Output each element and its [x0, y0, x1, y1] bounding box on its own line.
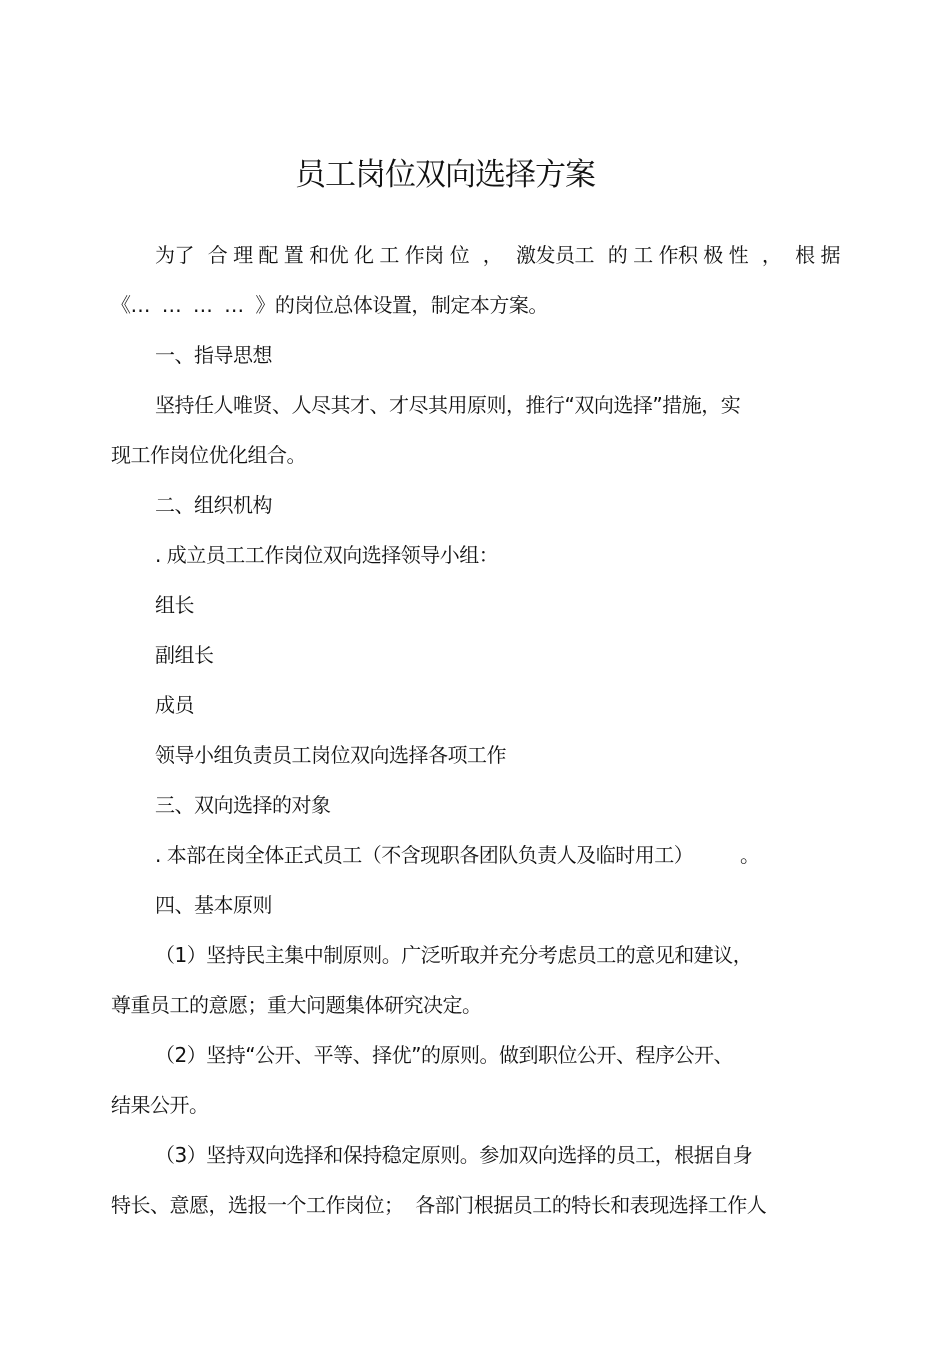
- intro-line-1: [155, 241, 840, 269]
- section-heading-target: 三、双向选择的对象: [155, 793, 331, 817]
- list-item: . 成立员工工作岗位双向选择领导小组：: [155, 543, 499, 567]
- intro-part: 的 工 作积 极 性: [607, 243, 749, 267]
- intro-part: 为了: [155, 243, 194, 267]
- role-vice-leader: 副组长: [155, 643, 214, 667]
- section-heading-organization: 二、组织机构: [155, 493, 272, 517]
- paragraph-line: （1）坚持民主集中制原则。广泛听取并充分考虑员工的意见和建议，: [155, 943, 753, 967]
- paragraph-line: 现工作岗位优化组合。: [111, 443, 306, 467]
- section-heading-principles: 四、基本原则: [155, 893, 272, 917]
- section-heading-guiding-thought: 一、指导思想: [155, 343, 272, 367]
- paragraph-line: 特长、意愿，选报一个工作岗位； 各部门根据员工的特长和表现选择工作人: [111, 1193, 767, 1217]
- intro-part: 合 理 配 置 和优 化 工 作岗 位: [207, 243, 470, 267]
- paragraph-line: （2）坚持“公开、平等、择优”的原则。做到职位公开、程序公开、: [155, 1043, 733, 1067]
- intro-line-2: 《… … … … 》的岗位总体设置，制定本方案。: [111, 293, 548, 317]
- paragraph-line: 结果公开。: [111, 1093, 209, 1117]
- paragraph-line: 尊重员工的意愿；重大问题集体研究决定。: [111, 993, 482, 1017]
- role-leader: 组长: [155, 593, 194, 617]
- paragraph-line: （3）坚持双向选择和保持稳定原则。参加双向选择的员工，根据自身: [155, 1143, 753, 1167]
- paragraph-line: 领导小组负责员工岗位双向选择各项工作: [155, 743, 506, 767]
- intro-part: 根 据: [795, 243, 840, 267]
- intro-part: ，: [761, 243, 782, 267]
- document-title: 员工岗位双向选择方案: [295, 157, 595, 193]
- list-item: . 本部在岗全体正式员工（不含现职各团队负责人及临时用工）: [155, 843, 694, 867]
- intro-part: ，: [482, 243, 503, 267]
- role-member: 成员: [155, 693, 194, 717]
- list-item-end-mark: 。: [740, 843, 760, 867]
- paragraph-line: 坚持任人唯贤、人尽其才、才尽其用原则，推行“双向选择”措施，实: [155, 393, 741, 417]
- intro-part: 激发员工: [516, 243, 595, 267]
